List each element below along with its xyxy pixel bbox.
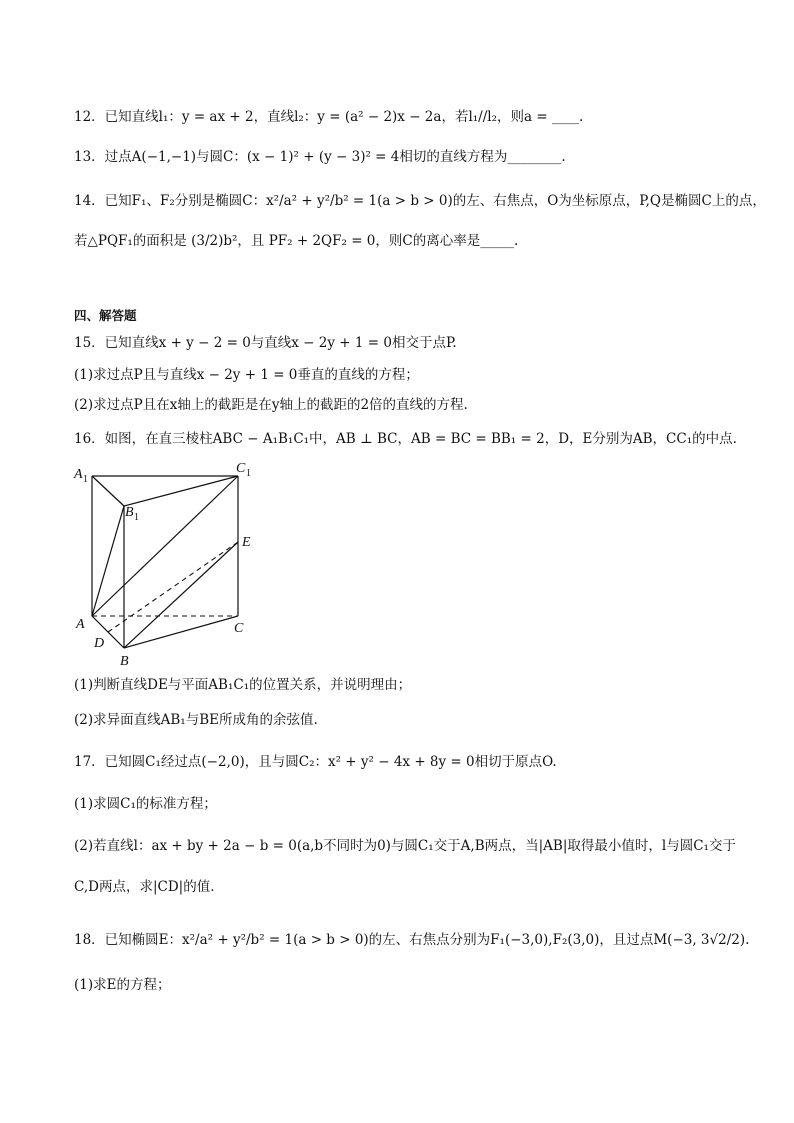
question-18: 18．已知椭圆E：x²/a² + y²/b² = 1(a > b > 0)的左、右焦点分别为F₁(−3,0),F₂(3,0)，且过点M(−3, 3√2/2).	[74, 932, 750, 948]
label-C: C	[234, 621, 244, 636]
question-15-part1: (1)求过点P且与直线x − 2y + 1 = 0垂直的直线的方程；	[74, 367, 419, 383]
edge-AB1	[92, 506, 124, 616]
label-B: B	[120, 654, 129, 669]
label-A: A	[76, 617, 85, 632]
question-13: 13．过点A(−1,−1)与圆C：(x − 1)² + (y − 3)² = 4相切的直线方程为________.	[74, 149, 566, 165]
question-15-part2: (2)求过点P且在x轴上的截距是在y轴上的截距的2倍的直线的方程.	[74, 397, 468, 413]
question-17-part2-line2: C,D两点，求|CD|的值.	[74, 879, 215, 895]
question-12: 12．已知直线l₁：y = ax + 2，直线l₂：y = (a² − 2)x − 2a，若l₁//l₂，则a = ____.	[74, 109, 584, 125]
label-A1-sub: 1	[83, 474, 88, 485]
edge-A1B1	[92, 476, 124, 506]
edge-B1C1	[124, 476, 238, 506]
question-16-part1: (1)判断直线DE与平面AB₁C₁的位置关系，并说明理由；	[74, 677, 412, 693]
label-C1: C	[236, 461, 246, 476]
edge-DE-hidden	[108, 542, 238, 632]
prism-figure	[72, 458, 262, 673]
label-D: D	[94, 636, 105, 651]
label-C1-sub: 1	[246, 468, 251, 479]
question-17-part1: (1)求圆C₁的标准方程；	[74, 796, 217, 812]
question-17-part2-line1: (2)若直线l：ax + by + 2a − b = 0(a,b不同时为0)与圆C₁交于A,B两点，当|AB|取得最小值时，l与圆C₁交于	[74, 838, 736, 854]
question-17: 17．已知圆C₁经过点(−2,0)，且与圆C₂：x² + y² − 4x + 8y = 0相切于原点O.	[74, 754, 557, 770]
label-E: E	[242, 535, 251, 550]
label-A1: A	[74, 467, 83, 482]
label-B1: B	[125, 505, 134, 520]
question-14-line1: 14．已知F₁、F₂分别是椭圆C：x²/a² + y²/b² = 1(a > b > 0)的左、右焦点，O为坐标原点，P,Q是椭圆C上的点，	[74, 193, 766, 209]
label-B1-sub: 1	[134, 512, 139, 523]
question-18-part1: (1)求E的方程；	[74, 977, 171, 993]
question-15: 15．已知直线x + y − 2 = 0与直线x − 2y + 1 = 0相交于点P.	[74, 335, 457, 351]
question-16: 16．如图，在直三棱柱ABC − A₁B₁C₁中，AB ⊥ BC，AB = BC = BB₁ = 2，D，E分别为AB，CC₁的中点.	[74, 431, 737, 447]
question-14-line2: 若△PQF₁的面积是 (3/2)b²，且 PF₂ + 2QF₂ = 0，则C的离心率是_____.	[74, 233, 519, 249]
question-16-part2: (2)求异面直线AB₁与BE所成角的余弦值.	[74, 712, 318, 728]
section-heading: 四、解答题	[74, 308, 137, 323]
